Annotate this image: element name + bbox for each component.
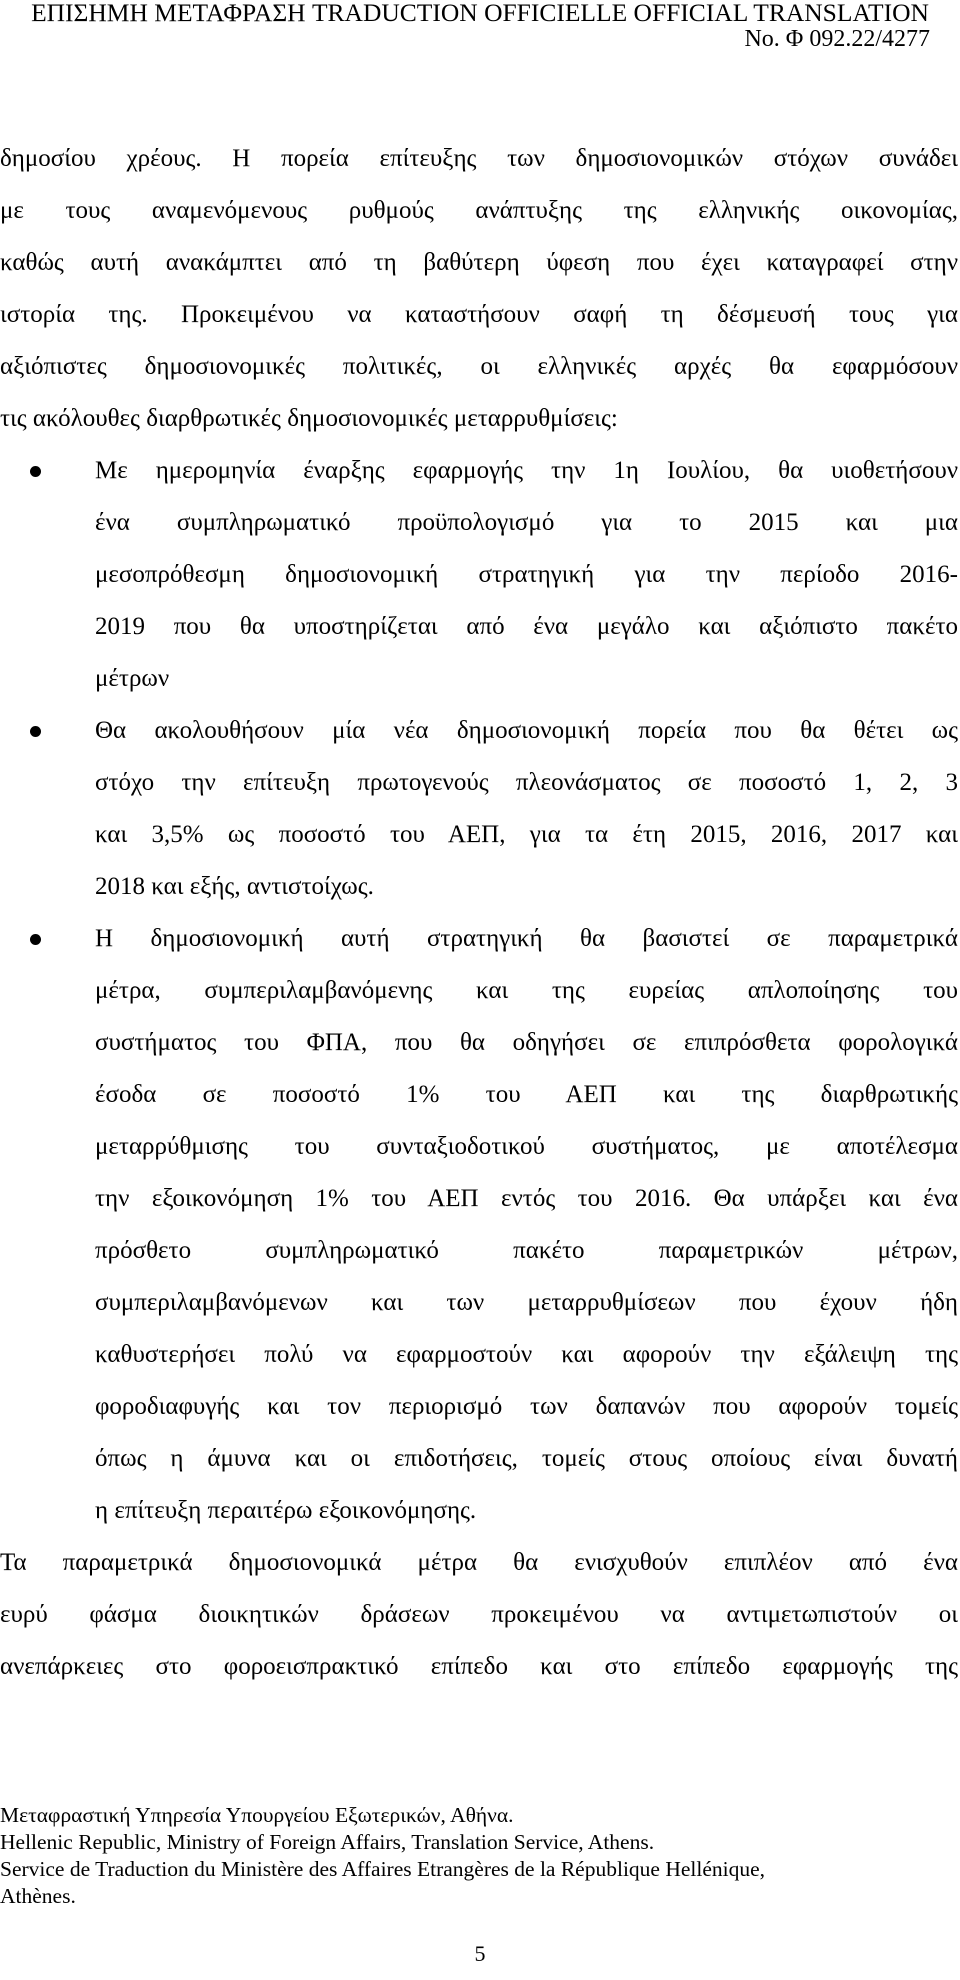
text-line: 2018 και εξής, αντιστοίχως. (95, 873, 374, 900)
document-body (0, 133, 958, 1693)
text-line: ανεπάρκειες στο φοροεισπρακτικό επίπεδο και στο επίπεδο εφαρμογής της (0, 1653, 958, 1680)
text-line: όπως η άμυνα και οι επιδοτήσεις, τομείς στους οποίους είναι δυνατή (95, 1445, 958, 1472)
text-line: αξιόπιστες δημοσιονομικές πολιτικές, οι ελληνικές αρχές θα εφαρμόσουν (0, 353, 958, 380)
translation-service-footer (0, 1802, 960, 1910)
document-reference-number: No. Φ 092.22/4277 (744, 26, 930, 52)
bullet-icon (30, 726, 41, 737)
bullet-item-fiscal-path (0, 705, 958, 913)
text-line: Η δημοσιονομική αυτή στρατηγική θα βασιστεί σε παραμετρικά (95, 925, 958, 952)
closing-paragraph (0, 1537, 958, 1693)
bullet-item-parametric-measures (0, 913, 958, 1537)
text-line: την εξοικονόμηση 1% του ΑΕΠ εντός του 2016. Θα υπάρξει και ένα (95, 1185, 958, 1212)
text-line: συμπεριλαμβανόμενων και των μεταρρυθμίσεων που έχουν ήδη (95, 1289, 958, 1316)
text-line: μεταρρύθμισης του συνταξιοδοτικού συστήματος, με αποτέλεσμα (95, 1133, 958, 1160)
text-line: η επίτευξη περαιτέρω εξοικονόμησης. (95, 1497, 477, 1524)
text-line: έσοδα σε ποσοστό 1% του ΑΕΠ και της διαρθρωτικής (95, 1081, 958, 1108)
text-line: και 3,5% ως ποσοστό του ΑΕΠ, για τα έτη 2015, 2016, 2017 και (95, 821, 958, 848)
footer-line-english: Hellenic Republic, Ministry of Foreign Affairs, Translation Service, Athens. (0, 1830, 655, 1854)
text-line: φοροδιαφυγής και τον περιορισμό των δαπανών που αφορούν τομείς (95, 1393, 958, 1420)
text-line: καθώς αυτή ανακάμπτει από τη βαθύτερη ύφεση που έχει καταγραφεί στην (0, 249, 958, 276)
reform-bullet-list (0, 445, 958, 1537)
text-line: τις ακόλουθες διαρθρωτικές δημοσιονομικές μεταρρυθμίσεις: (0, 405, 618, 432)
page-number: 5 (474, 1941, 486, 1966)
text-line: μεσοπρόθεσμη δημοσιονομική στρατηγική για την περίοδο 2016- (95, 561, 958, 588)
text-line: ιστορία της. Προκειμένου να καταστήσουν σαφή τη δέσμευσή τους για (0, 301, 958, 328)
text-line: ευρύ φάσμα διοικητικών δράσεων προκειμένου να αντιμετωπιστούν οι (0, 1601, 958, 1628)
text-line: Τα παραμετρικά δημοσιονομικά μέτρα θα ενισχυθούν επιπλέον από ένα (0, 1549, 958, 1576)
text-line: στόχο την επίτευξη πρωτογενούς πλεονάσματος σε ποσοστό 1, 2, 3 (95, 769, 958, 796)
bullet-icon (30, 466, 41, 477)
text-line: Θα ακολουθήσουν μία νέα δημοσιονομική πορεία που θα θέτει ως (95, 717, 958, 744)
text-line: ένα συμπληρωματικό προϋπολογισμό για το 2015 και μια (95, 509, 958, 536)
footer-line-french-city: Athènes. (0, 1884, 76, 1908)
bullet-icon (30, 934, 41, 945)
bullet-item-supplementary-budget (0, 445, 958, 705)
text-line: μέτρα, συμπεριλαμβανόμενης και της ευρείας απλοποίησης του (95, 977, 958, 1004)
text-line: μέτρων (95, 665, 170, 692)
text-line: δημοσίου χρέους. Η πορεία επίτευξης των δημοσιονομικών στόχων συνάδει (0, 145, 958, 172)
intro-paragraph (0, 133, 958, 445)
text-line: καθυστερήσει πολύ να εφαρμοστούν και αφορούν την εξάλειψη της (95, 1341, 958, 1368)
text-line: συστήματος του ΦΠΑ, που θα οδηγήσει σε επιπρόσθετα φορολογικά (95, 1029, 958, 1056)
footer-line-greek: Μεταφραστική Υπηρεσία Υπουργείου Εξωτερικών, Αθήνα. (0, 1803, 514, 1827)
text-line: Με ημερομηνία έναρξης εφαρμογής την 1η Ιουλίου, θα υιοθετήσουν (95, 457, 958, 484)
text-line: πρόσθετο συμπληρωματικό πακέτο παραμετρικών μέτρων, (95, 1237, 958, 1264)
translation-banner: ΕΠΙΣΗΜΗ ΜΕΤΑΦΡΑΣΗ TRADUCTION OFFICIELLE OFFICIAL TRANSLATION (31, 0, 929, 27)
text-line: με τους αναμενόμενους ρυθμούς ανάπτυξης της ελληνικής οικονομίας, (0, 197, 958, 224)
footer-line-french: Service de Traduction du Ministère des Affaires Etrangères de la République Hellénique, (0, 1857, 766, 1881)
text-line: 2019 που θα υποστηρίζεται από ένα μεγάλο και αξιόπιστο πακέτο (95, 613, 958, 640)
